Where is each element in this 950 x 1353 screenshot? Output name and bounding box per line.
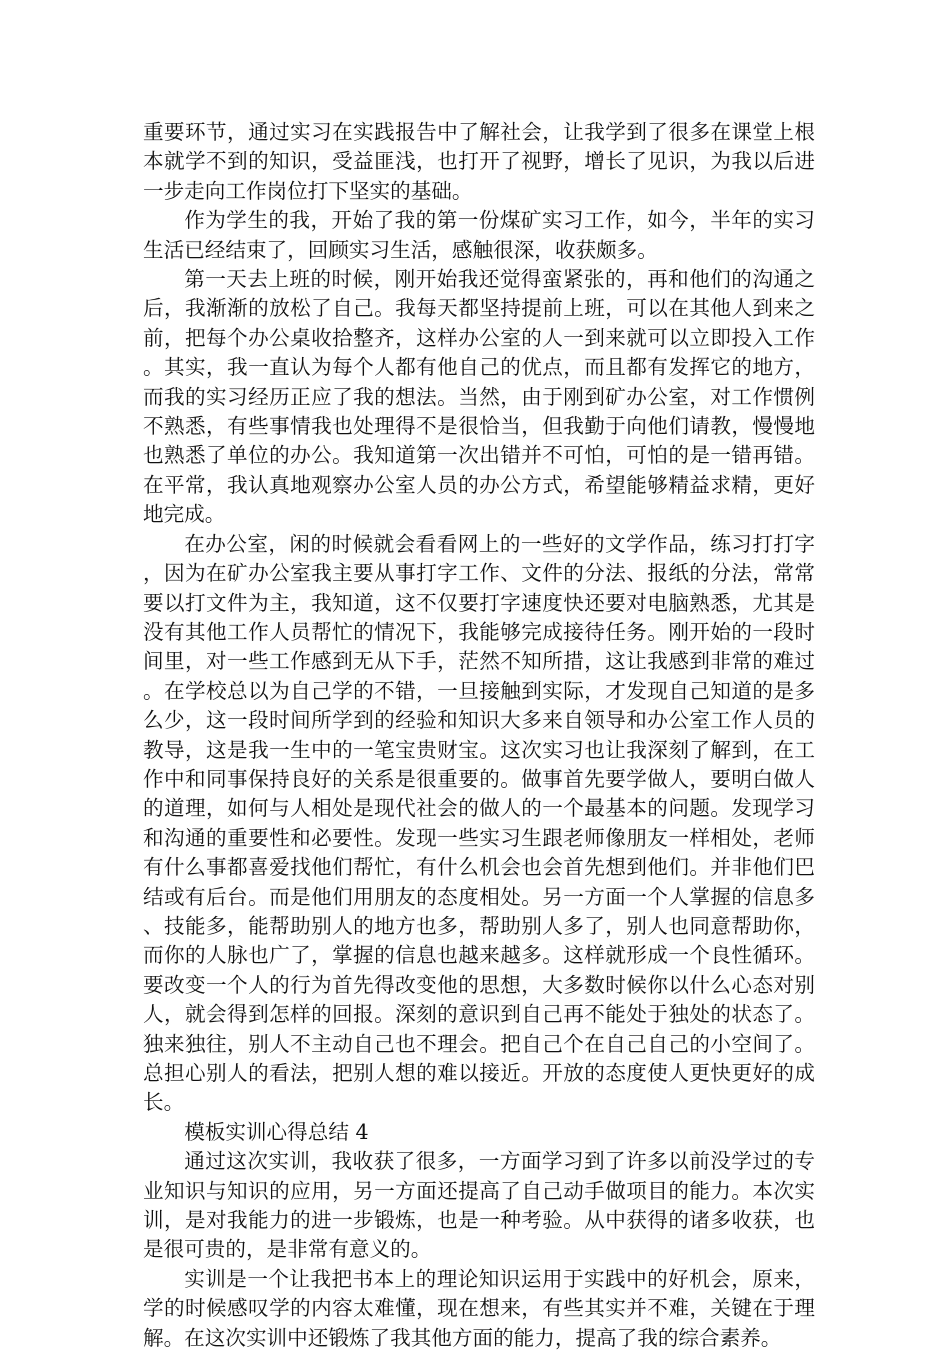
paragraph-4: 在办公室，闲的时候就会看看网上的一些好的文学作品，练习打打字，因为在矿办公室我主要从事打字工作、文件的分法、报纸的分法，常常要以打文件为主，我知道，这不仅要打字速度快还要对电脑熟悉，尤其是没有其他工作人员帮忙的情况下，我能够完成接待任务。刚开始的一段时间里，对一些工作感到无从下手，茫然不知所措，这让我感到非常的难过。在学校总以为自己学的不错，一旦接触到实际，才发现自己知道的是多么少，这一段时间所学到的经验和知识大多来自领导和办公室工作人员的教导，这是我一生中的一笔宝贵财宝。这次实习也让我深刻了解到，在工作中和同事保持良好的关系是很重要的。做事首先要学做人，要明白做人的道理，如何与人相处是现代社会的做人的一个最基本的问题。发现学习和沟通的重要性和必要性。发现一些实习生跟老师像朋友一样相处，老师有什么事都喜爱找他们帮忙，有什么机会也会首先想到他们。并非他们巴结或有后台。而是他们用朋友的态度相处。另一方面一个人掌握的信息多、技能多，能帮助别人的地方也多，帮助别人多了，别人也同意帮助你，而你的人脉也广了，掌握的信息也越来越多。这样就形成一个良性循环。要改变一个人的行为首先得改变他的思想，大多数时候你以什么心态对别人，就会得到怎样的回报。深刻的意识到自己再不能处于独处的状态了。独来独往，别人不主动自己也不理会。把自己个在自己自己的小空间了。总担心别人的看法，把别人想的难以接近。开放的态度使人更快更好的成长。 (143, 531, 815, 1115)
paragraph-6: 实训是一个让我把书本上的理论知识运用于实践中的好机会，原来，学的时候感叹学的内容太难懂，现在想来，有些其实并不难，关键在于理解。在这次实训中还锻炼了我其他方面的能力，提高了我的综合素养。 (143, 1266, 815, 1350)
paragraph-3: 第一天去上班的时候，刚开始我还觉得蛮紧张的，再和他们的沟通之后，我渐渐的放松了自己。我每天都坚持提前上班，可以在其他人到来之前，把每个办公桌收拾整齐，这样办公室的人一到来就可以立即投入工作。其实，我一直认为每个人都有他自己的优点，而且都有发挥它的地方，而我的实习经历正应了我的想法。当然，由于刚到矿办公室，对工作惯例不熟悉，有些事情我也处理得不是很恰当，但我勤于向他们请教，慢慢地也熟悉了单位的办公。我知道第一次出错并不可怕，可怕的是一错再错。在平常，我认真地观察办公室人员的办公方式，希望能够精益求精，更好地完成。 (143, 267, 815, 527)
paragraph-1: 重要环节，通过实习在实践报告中了解社会，让我学到了很多在课堂上根本就学不到的知识，受益匪浅，也打开了视野，增长了见识，为我以后进一步走向工作岗位打下坚实的基础。 (143, 120, 815, 203)
document-body (143, 118, 815, 1353)
section-heading: 模板实训心得总结 4 (184, 1119, 369, 1144)
paragraph-2: 作为学生的我，开始了我的第一份煤矿实习工作，如今，半年的实习生活已经结束了，回顾实习生活，感触很深，收获颇多。 (143, 208, 815, 262)
paragraph-5: 通过这次实训，我收获了很多，一方面学习到了许多以前没学过的专业知识与知识的应用，另一方面还提高了自己动手做项目的能力。本次实训，是对我能力的进一步锻炼，也是一种考验。从中获得的诸多收获，也是很可贵的，是非常有意义的。 (143, 1149, 815, 1262)
